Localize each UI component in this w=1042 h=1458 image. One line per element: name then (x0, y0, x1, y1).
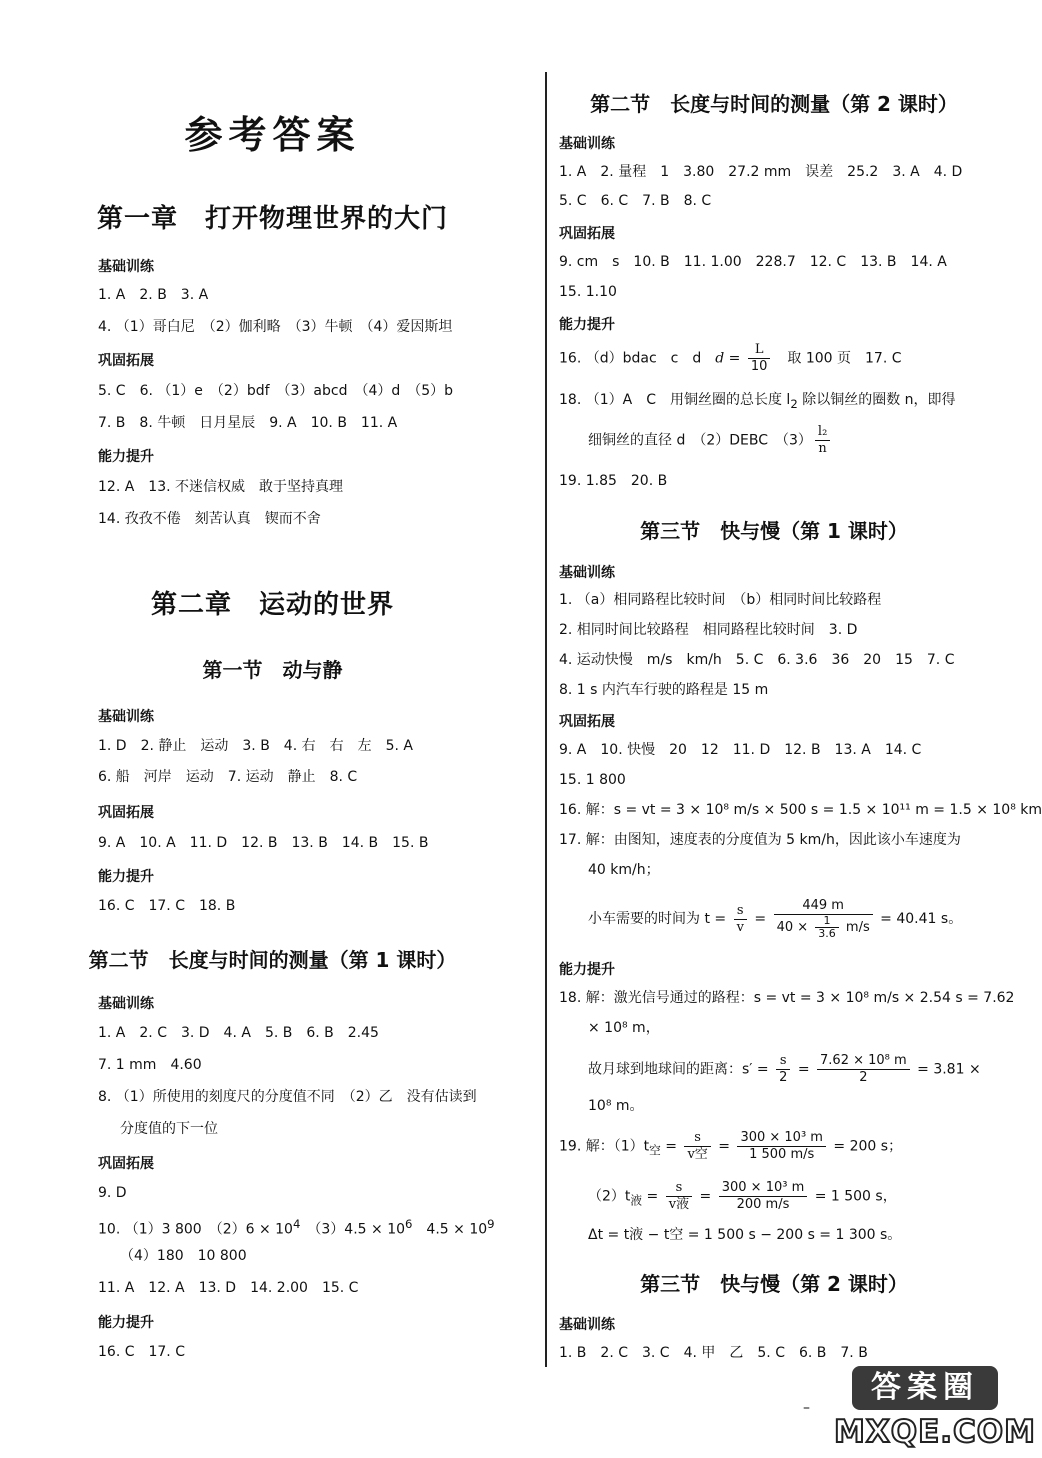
section-2-consolidate-heading: 巩固拓展 (98, 1156, 154, 1172)
answer-line: 10⁸ m。 (588, 1098, 644, 1114)
section-1-title: 第一节 动与静 (202, 658, 343, 682)
answer-line: 4. （1）哥白尼 （2）伽利略 （3）牛顿 （4）爱因斯坦 (98, 319, 453, 335)
answer-line: × 10⁸ m， (588, 1020, 660, 1036)
answer-line: 40 km/h； (588, 862, 660, 878)
section-3-part1-title: 第三节 快与慢（第 1 课时） (640, 519, 908, 543)
answer-line: $(2)t_液$ = $\frac{s}{\text{v液}}$ = $\frac{\text{300 × 10³ m}}{200 m/s}$ = 1 500 s， (588, 1180, 897, 1212)
section-2b-basic-heading: 基础训练 (559, 136, 615, 152)
section-1-consolidate-heading: 巩固拓展 (98, 805, 154, 821)
answer-line: 15. 1.10 (559, 284, 617, 300)
answer-line: 14. 孜孜不倦 刻苦认真 锲而不舍 (98, 511, 321, 527)
fraction: $\frac{L}{10}$ (748, 342, 771, 375)
fraction: $\frac{\text{300 × 10³ m}}{200 m/s}$ (719, 1180, 808, 1213)
chapter-2-title: 第二章 运动的世界 (150, 590, 394, 620)
answer-line: 6. 船 河岸 运动 7. 运动 静止 8. C (98, 769, 358, 785)
answer-line: 8. （1）所使用的刻度尺的分度值不同 （2）乙 没有估读到 (98, 1089, 477, 1105)
fraction: $\frac{1}{3.6}$ (815, 915, 839, 940)
answer-line: 1. D 2. 静止 运动 3. B 4. 右 右 左 5. A (98, 738, 413, 754)
answer-line: 9. D (98, 1185, 127, 1201)
answer-line: Δt = t液 − t空 = 1 500 s − 200 s = 1 300 s。 (588, 1227, 902, 1243)
answer-line: 16. C 17. C (98, 1344, 185, 1360)
section-2-part2-title: 第二节 长度与时间的测量（第 2 课时） (590, 92, 958, 116)
answer-line: 7. B 8. 牛顿 日月星辰 9. A 10. B 11. A (98, 415, 398, 431)
answer-line: 16. C 17. C 18. B (98, 898, 236, 914)
section-1-basic-heading: 基础训练 (98, 709, 154, 725)
site-watermark-logo (820, 1362, 1037, 1458)
fraction: $\frac{s}{v}$ (734, 903, 747, 936)
section-2-basic-heading: 基础训练 (98, 996, 154, 1012)
chapter-1-basic-heading: 基础训练 (98, 259, 154, 275)
answer-line: 故月球到地球间的距离：s′ = $\frac{s}{2}$ = $\frac{\text{7.62 × 10⁸ m}}{2}$ = 3.81 × (588, 1053, 981, 1085)
answer-line: 7. 1 mm 4.60 (98, 1057, 202, 1073)
section-3b-basic-heading: 基础训练 (559, 1317, 615, 1333)
answer-line: 16. 解：s = vt = 3 × 10⁸ m/s × 500 s = 1.5 × 10¹¹ m = 1.5 × 10⁸ km (559, 802, 1042, 818)
section-2-ability-heading: 能力提升 (98, 1315, 154, 1331)
answer-line: 9. cm s 10. B 11. 1.00 228.7 12. C 13. B 14. A (559, 254, 947, 270)
answer-line: 18. （1）A C 用铜丝圈的总长度 $l_2$ 除以铜丝的圈数 n，即得 (559, 392, 956, 411)
answer-line: 小车需要的时间为 t = $\frac{s}{v}$ = 449 m 40 × $\frac{1}{3.6}$ m/s = 40.41 s。 (588, 898, 963, 940)
answer-line: 分度值的下一位 (120, 1121, 218, 1137)
answer-line: 1. B 2. C 3. C 4. 甲 乙 5. C 6. B 7. B (559, 1345, 868, 1361)
chapter-1-consolidate-heading: 巩固拓展 (98, 353, 154, 369)
answer-line: 16. （d）bdac c d d = $\frac{L}{10}$ 取 100 页 17. C (559, 342, 902, 374)
answer-line: 细铜丝的直径 d （2）DEBC （3） $\frac{\text{l₂}}{n}$ (588, 424, 833, 457)
watermark-brand: 答案圈 (852, 1366, 998, 1410)
answer-line: 12. A 13. 不迷信权威 敢于坚持真理 (98, 479, 344, 495)
answer-line: 19. 解：$(1)t_空$ = $\frac{s}{\text{v空}}$ = $\frac{\text{300 × 10³ m}}{1 500 m/s}$ = 200 s； (559, 1130, 903, 1162)
answer-line: 1. A 2. B 3. A (98, 287, 209, 303)
section-2-part1-title: 第二节 长度与时间的测量（第 1 课时） (88, 948, 457, 972)
section-3a-ability-heading: 能力提升 (559, 962, 615, 978)
answer-line: 1. A 2. 量程 1 3.80 27.2 mm 误差 25.2 3. A 4. D (559, 164, 963, 180)
answer-line: 5. C 6. （1）e （2）bdf （3）abcd （4）d （5）b (98, 383, 454, 399)
section-3a-basic-heading: 基础训练 (559, 565, 615, 581)
answer-line: 2. 相同时间比较路程 相同路程比较时间 3. D (559, 622, 858, 638)
chapter-1-title: 第一章 打开物理世界的大门 (96, 204, 448, 234)
watermark-domain: MXQE.COM (834, 1414, 1037, 1450)
answer-line: 15. 1 800 (559, 772, 626, 788)
fraction: $\frac{\text{300 × 10³ m}}{1 500 m/s}$ (737, 1130, 826, 1163)
chapter-1-ability-heading: 能力提升 (98, 449, 154, 465)
fraction: $\frac{\text{7.62 × 10⁸ m}}{2}$ (817, 1053, 910, 1086)
answer-line: 9. A 10. 快慢 20 12 11. D 12. B 13. A 14. C (559, 742, 922, 758)
section-2b-ability-heading: 能力提升 (559, 317, 615, 333)
answer-line: 10. （1）3 800 $(2)6 \times 10^4$ $(3)4.5 \times 10^6$ $4.5 \times 10^9$ (98, 1217, 495, 1238)
section-3a-consolidate-heading: 巩固拓展 (559, 714, 615, 730)
answer-line: （4）180 10 800 (120, 1248, 247, 1264)
answer-line: 19. 1.85 20. B (559, 473, 668, 489)
fraction: 449 m 40 × $\frac{1}{3.6}$ m/s (774, 898, 873, 940)
fraction: $\frac{s}{\text{v空}}$ (684, 1130, 710, 1163)
page-mark: – (803, 1400, 810, 1416)
answer-line: 9. A 10. A 11. D 12. B 13. B 14. B 15. B (98, 835, 429, 851)
fraction: $\frac{s}{\text{v液}}$ (666, 1180, 692, 1213)
page-title: 参考答案 (184, 112, 361, 157)
answer-line: 8. 1 s 内汽车行驶的路程是 15 m (559, 682, 769, 698)
column-divider (545, 72, 547, 1367)
answer-line: 18. 解：激光信号通过的路程：s = vt = 3 × 10⁸ m/s × 2.54 s = 7.62 (559, 990, 1015, 1006)
section-3-part2-title: 第三节 快与慢（第 2 课时） (640, 1272, 908, 1296)
answer-line: 1. （a）相同路程比较时间 （b）相同时间比较路程 (559, 592, 882, 608)
answer-line: 4. 运动快慢 m/s km/h 5. C 6. 3.6 36 20 15 7. C (559, 652, 955, 668)
section-1-ability-heading: 能力提升 (98, 869, 154, 885)
answer-line: 5. C 6. C 7. B 8. C (559, 193, 712, 209)
section-2b-consolidate-heading: 巩固拓展 (559, 226, 615, 242)
answer-line: 17. 解：由图知，速度表的分度值为 5 km/h，因此该小车速度为 (559, 832, 961, 848)
fraction: $\frac{s}{2}$ (776, 1053, 790, 1086)
answer-line: 1. A 2. C 3. D 4. A 5. B 6. B 2.45 (98, 1025, 379, 1041)
fraction: $\frac{\text{l₂}}{n}$ (815, 424, 830, 457)
answer-line: 11. A 12. A 13. D 14. 2.00 15. C (98, 1280, 359, 1296)
